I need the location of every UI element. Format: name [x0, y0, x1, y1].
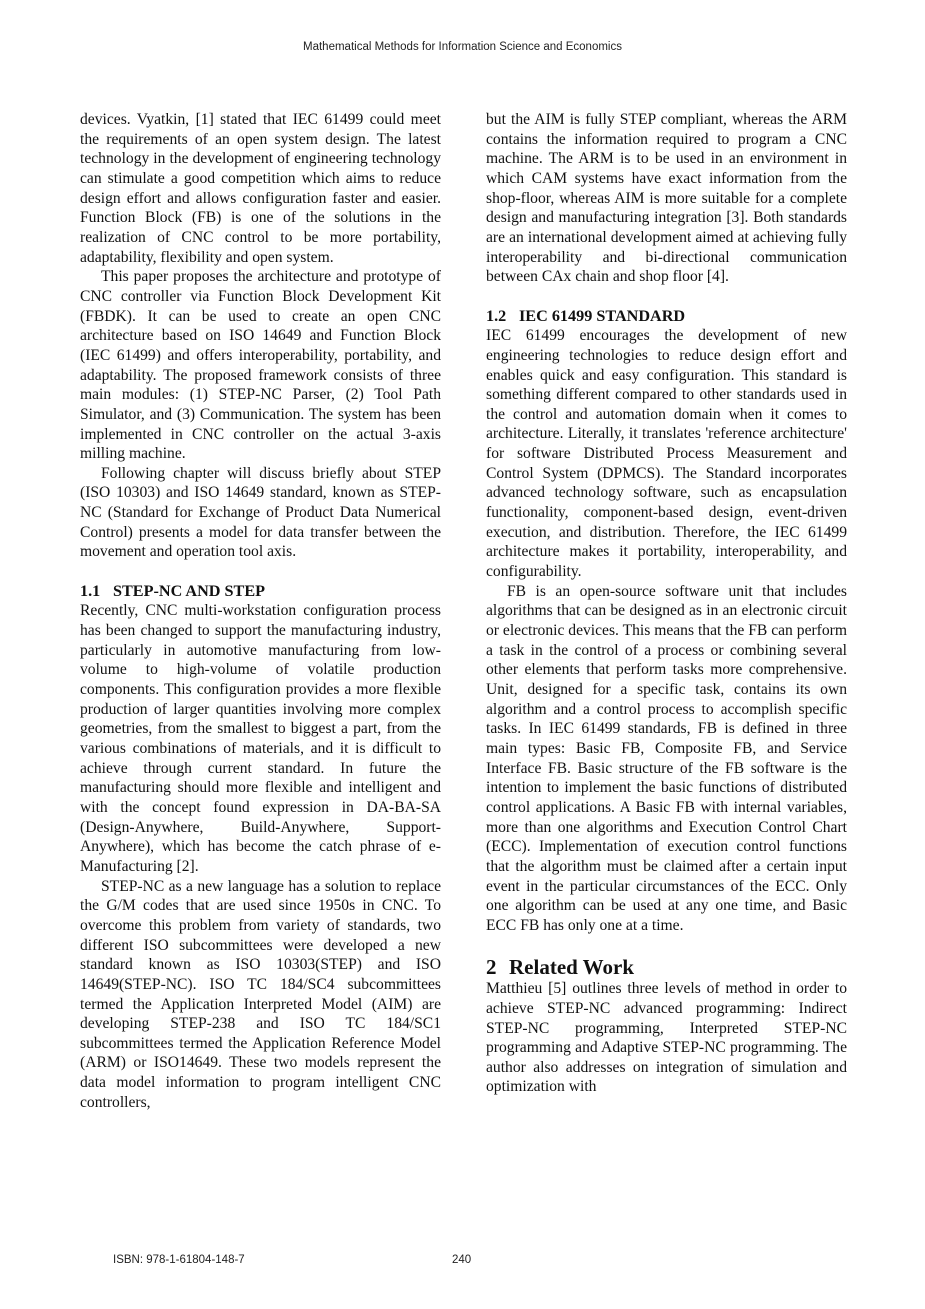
- section-title: Related Work: [509, 955, 635, 980]
- footer-isbn: ISBN: 978-1-61804-148-7: [113, 1254, 245, 1266]
- paragraph: Following chapter will discuss briefly about STEP (ISO 10303) and ISO 14649 standard, known as STEP-NC (Standard for Exchange of Product Data Numerical Control) presents a model for data transfer between the movement and operation tool axis.: [80, 464, 441, 561]
- subsection-number: 1.1: [80, 581, 101, 600]
- paragraph: IEC 61499 encourages the development of new engineering technologies to reduce design effort and enables quick and easy configuration. This standard is something different compared to other standards used in the control and automation domain when it comes to architecture. Literally, it translates 'reference architecture' for software Distributed Process Measurement and Control System (DPMCS). The Standard incorporates advanced technology software, such as encapsulation functionality, component-based design, event-driven execution, and distribution. Therefore, the IEC 61499 architecture makes it portability, interoperability, and configurability.: [486, 327, 847, 581]
- paragraph: but the AIM is fully STEP compliant, whereas the ARM contains the information required to program a CNC machine. The ARM is to be used in an environment in which CAM systems have exact information from the shop-floor, whereas AIM is more suitable for a complete design and manufacturing integration [3]. Both standards are an international development aimed at achieving fully interoperability and bi-directional communication between CAx chain and shop floor [4].: [486, 111, 847, 286]
- section-heading-2: [486, 955, 847, 979]
- section-number: 2: [486, 955, 497, 980]
- subsection-number: 1.2: [486, 306, 507, 325]
- right-column: [486, 110, 847, 1097]
- subsection-title: IEC 61499 STANDARD: [519, 306, 686, 325]
- left-column: [80, 110, 441, 1112]
- paragraph: Matthieu [5] outlines three levels of method in order to achieve STEP-NC advanced programming: Indirect STEP-NC programming, Interpreted STEP-NC programming and Adaptive STEP-NC programming. The author also addresses on integration of simulation and optimization with: [486, 980, 847, 1096]
- paragraph: STEP-NC as a new language has a solution to replace the G/M codes that are used since 1950s in CNC. To overcome this problem from variety of standards, two different ISO subcommittees were developed a new standard known as ISO 10303(STEP) and ISO 14649(STEP-NC). ISO TC 184/SC4 subcommittees termed the Application Interpreted Model (AIM) are developing STEP-238 and ISO TC 184/SC1 subcommittees termed the Application Reference Model (ARM) or ISO14649. These two models represent the data model information to program intelligent CNC controllers,: [80, 877, 441, 1111]
- subsection-heading-1-2: [486, 307, 847, 327]
- subsection-heading-1-1: [80, 582, 441, 602]
- paragraph: This paper proposes the architecture and prototype of CNC controller via Function Block Development Kit (FBDK). It can be used to create an open CNC architecture based on ISO 14649 and Function Block (IEC 61499) and offers interoperability, portability, and adaptability. The proposed framework consists of three main modules: (1) STEP-NC Parser, (2) Tool Path Simulator, and (3) Communication. The system has been implemented in CNC controller on the actual 3-axis milling machine.: [80, 268, 441, 463]
- page-number: 240: [452, 1254, 472, 1266]
- paragraph: FB is an open-source software unit that includes algorithms that can be designed as in an electronic circuit or electronic devices. This means that the FB can perform a task in the control of a process or combining several other elements that perform tasks more comprehensive. Unit, designed for a specific task, contains its own algorithm and a control process to accomplish specific tasks. In IEC 61499 standards, FB is defined in three main types: Basic FB, Composite FB, and Service Interface FB. Basic structure of the FB software is the intention to implement the basic functions of distributed control applications. A Basic FB with internal variables, more than one algorithms and Execution Control Chart (ECC). Implementation of execution control functions that the algorithm must be claimed after a certain input event in the particular circumstances of the ECC. Only one algorithm can be used at any one time, and Basic ECC FB has only one at a time.: [486, 582, 847, 934]
- running-header: Mathematical Methods for Information Science and Economics: [303, 41, 622, 53]
- subsection-title: STEP-NC AND STEP: [113, 581, 266, 600]
- paragraph: devices. Vyatkin, [1] stated that IEC 61499 could meet the requirements of an open system design. The latest technology in the development of engineering technology can stimulate a good competition which aims to reduce design effort and allows configuration faster and easier. Function Block (FB) is one of the solutions in the realization of CNC control to be more portability, adaptability, flexibility and open system.: [80, 111, 441, 266]
- paragraph: Recently, CNC multi-workstation configuration process has been changed to support the manufacturing industry, particularly in automotive manufacturing from low-volume to high-volume of volatile production components. This configuration provides a more flexible production of larger quantities involving more complex geometries, from the smallest to biggest a part, from the various combinations of materials, and it is difficult to achieve through current standard. In future the manufacturing should more flexible and intelligent and with the concept found expression in DA-BA-SA (Design-Anywhere, Build-Anywhere, Support-Anywhere), which has become the catch phrase of e-Manufacturing [2].: [80, 602, 441, 875]
